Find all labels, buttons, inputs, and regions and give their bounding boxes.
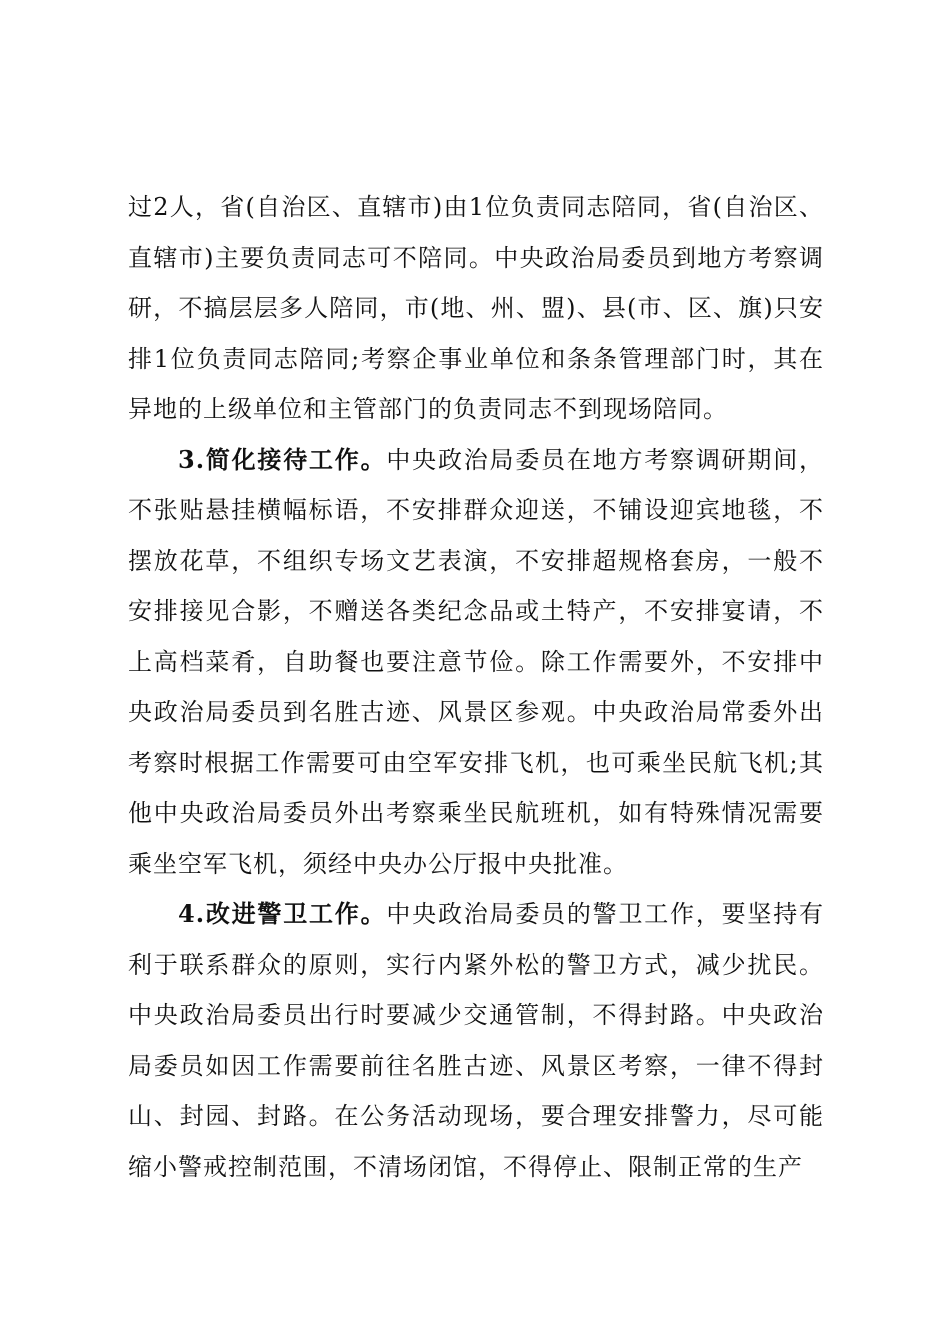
paragraph-continuation bbox=[128, 182, 824, 435]
paragraph-text: 中央政治局委员的警卫工作，要坚持有利于联系群众的原则，实行内紧外松的警卫方式，减少扰民。中央政治局委员出行时要减少交通管制，不得封路。中央政治局委员如因工作需要前往名胜古迹、风景区考察，一律不得封山、封园、封路。在公务活动现场，要合理安排警力，尽可能缩小警戒控制范围，不清场闭馆，不得停止、限制正常的生产 bbox=[128, 900, 824, 1181]
section-heading: 4.改进警卫工作。 bbox=[178, 899, 387, 928]
paragraph-text: 过2人，省(自治区、直辖市)由1位负责同志陪同，省(自治区、直辖市)主要负责同志可不陪同。中央政治局委员到地方考察调研，不搞层层多人陪同，市(地、州、盟)、县(市、区、旗)只安排1位负责同志陪同;考察企事业单位和条条管理部门时，其在异地的上级单位和主管部门的负责同志不到现场陪同。 bbox=[128, 193, 824, 423]
section-heading: 3.简化接待工作。 bbox=[178, 444, 387, 474]
paragraph-improve-security bbox=[128, 889, 824, 1192]
paragraph-text: 中央政治局委员在地方考察调研期间，不张贴悬挂横幅标语，不安排群众迎送，不铺设迎宾地毯，不摆放花草，不组织专场文艺表演，不安排超规格套房，一般不安排接见合影，不赠送各类纪念品或土特产，不安排宴请，不上高档菜肴，自助餐也要注意节俭。除工作需要外，不安排中央政治局委员到名胜古迹、风景区参观。中央政治局常委外出考察时根据工作需要可由空军安排飞机，也可乘坐民航飞机;其他中央政治局委员外出考察乘坐民航班机，如有特殊情况需要乘坐空军飞机，须经中央办公厅报中央批准。 bbox=[128, 445, 824, 878]
paragraph-simplify-reception bbox=[128, 435, 824, 890]
document-body bbox=[128, 182, 824, 1192]
